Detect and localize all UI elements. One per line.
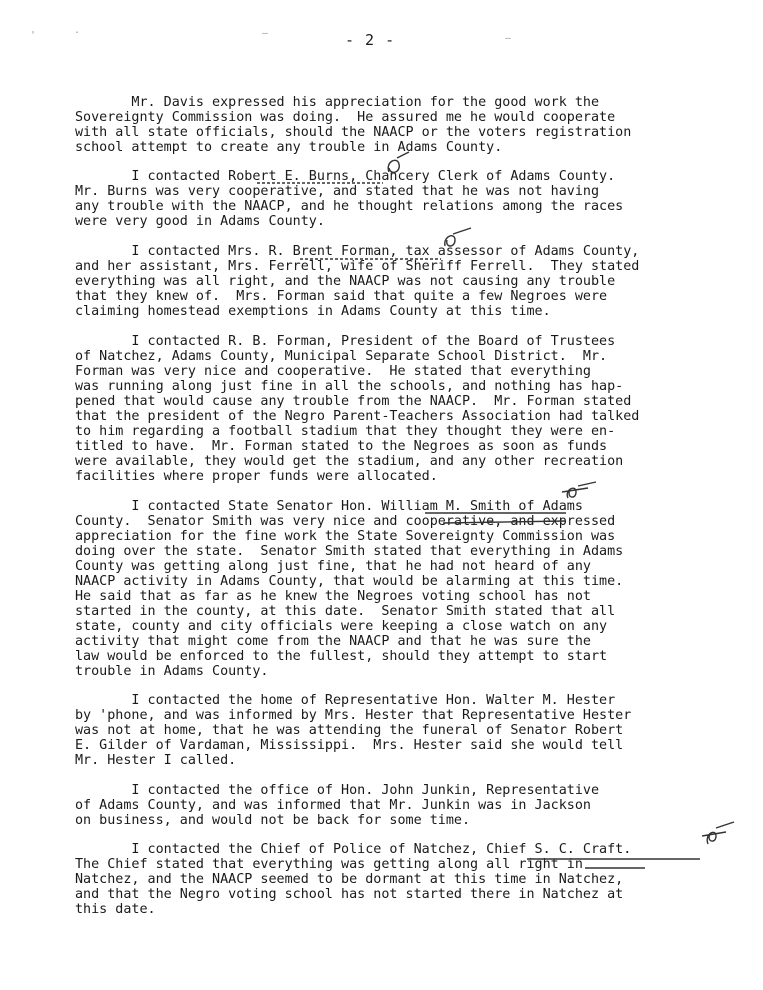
paragraph-hester: I contacted the home of Representative Hon. Walter M. Hester by 'phone, and was informed by Mrs. Hester that Representative Hester was not at home, that he was attending the funeral of Senator Robert E. Gilder of Vardaman, Mississippi. Mrs. Hester said she would tell Mr. Hester I called. [75, 693, 632, 768]
handwritten-check-mark-forman [441, 226, 475, 252]
handwritten-check-mark-burns [383, 150, 413, 180]
paragraph-burns: I contacted Robert E. Burns, Chancery Clerk of Adams County. Mr. Burns was very cooperative, and stated that he was not having any trouble with the NAACP, and he thought relations among the races were very good in Adams County. [75, 169, 624, 229]
scan-speck: — [262, 28, 269, 39]
paragraph-junkin: I contacted the office of Hon. John Junkin, Representative of Adams County, and was informed that Mr. Junkin was in Jackson on business, and would not be back for some time. [75, 783, 600, 828]
paragraph-craft: I contacted the Chief of Police of Natchez, Chief S. C. Craft. The Chief stated that everything was getting along all right in Natchez, and the NAACP seemed to be dormant at this time in Natchez, and that the Negro voting school has not started there in Natchez at this date. [75, 842, 632, 917]
underline-mark-forman [298, 256, 443, 262]
paragraph-mrs-forman: I contacted Mrs. R. Brent Forman, tax assessor of Adams County, and her assistant, Mrs. Ferrell, wife of Sheriff Ferrell. They stated everything was all right, and the NAACP was not causing any trouble that they knew of. Mrs. Forman said that quite a few Negroes were claiming homestead exemptions in Adams County at this time. [75, 244, 640, 319]
handwritten-check-mark-smith [560, 478, 600, 502]
paragraph-rb-forman: I contacted R. B. Forman, President of the Board of Trustees of Natchez, Adams County, Municipal Separate School District. Mr. Forman was very nice and cooperative. He stated that everything was running along just fine in all the schools, and nothing has hap- pened that would cause any trouble from the NAACP. Mr. Forman stated that the president of the Negro Parent-Teachers Association had talked to him regarding a football stadium that they thought they were en- titled to have. Mr. Forman stated to the Negroes as soon as funds were available, they would get the stadium, and any other recreation facilities where proper funds were allocated. [75, 334, 640, 484]
paragraph-davis: Mr. Davis expressed his appreciation for the good work the Sovereignty Commission was doing. He assured me he would cooperate with all state officials, should the NAACP or the voters registration school attempt to create any trouble in Adams County. [75, 95, 632, 155]
handwritten-check-mark-craft [700, 820, 736, 848]
underline-mark-smith [423, 510, 568, 528]
scan-speck: – [505, 33, 512, 44]
page-number: - 2 - [345, 31, 396, 49]
scan-speck: . [74, 25, 81, 36]
underline-mark-burns [255, 180, 385, 186]
scan-speck: ' [30, 30, 37, 41]
underline-mark-craft [525, 856, 715, 874]
paragraph-smith: I contacted State Senator Hon. William M. Smith of Adams County. Senator Smith was very nice and cooperative, and expressed appreciation for the fine work the State Sovereignty Commission was doing over the state. Senator Smith stated that everything in Adams County was getting along just fine, that he had not heard of any NAACP activity in Adams County, that would be alarming at this time. He said that as far as he knew the Negroes voting school has not started in the county, at this date. Senator Smith stated that all state, county and city officials were keeping a close watch on any activity that might come from the NAACP and that he was sure the law would be enforced to the fullest, should they attempt to start trouble in Adams County. [75, 499, 624, 679]
